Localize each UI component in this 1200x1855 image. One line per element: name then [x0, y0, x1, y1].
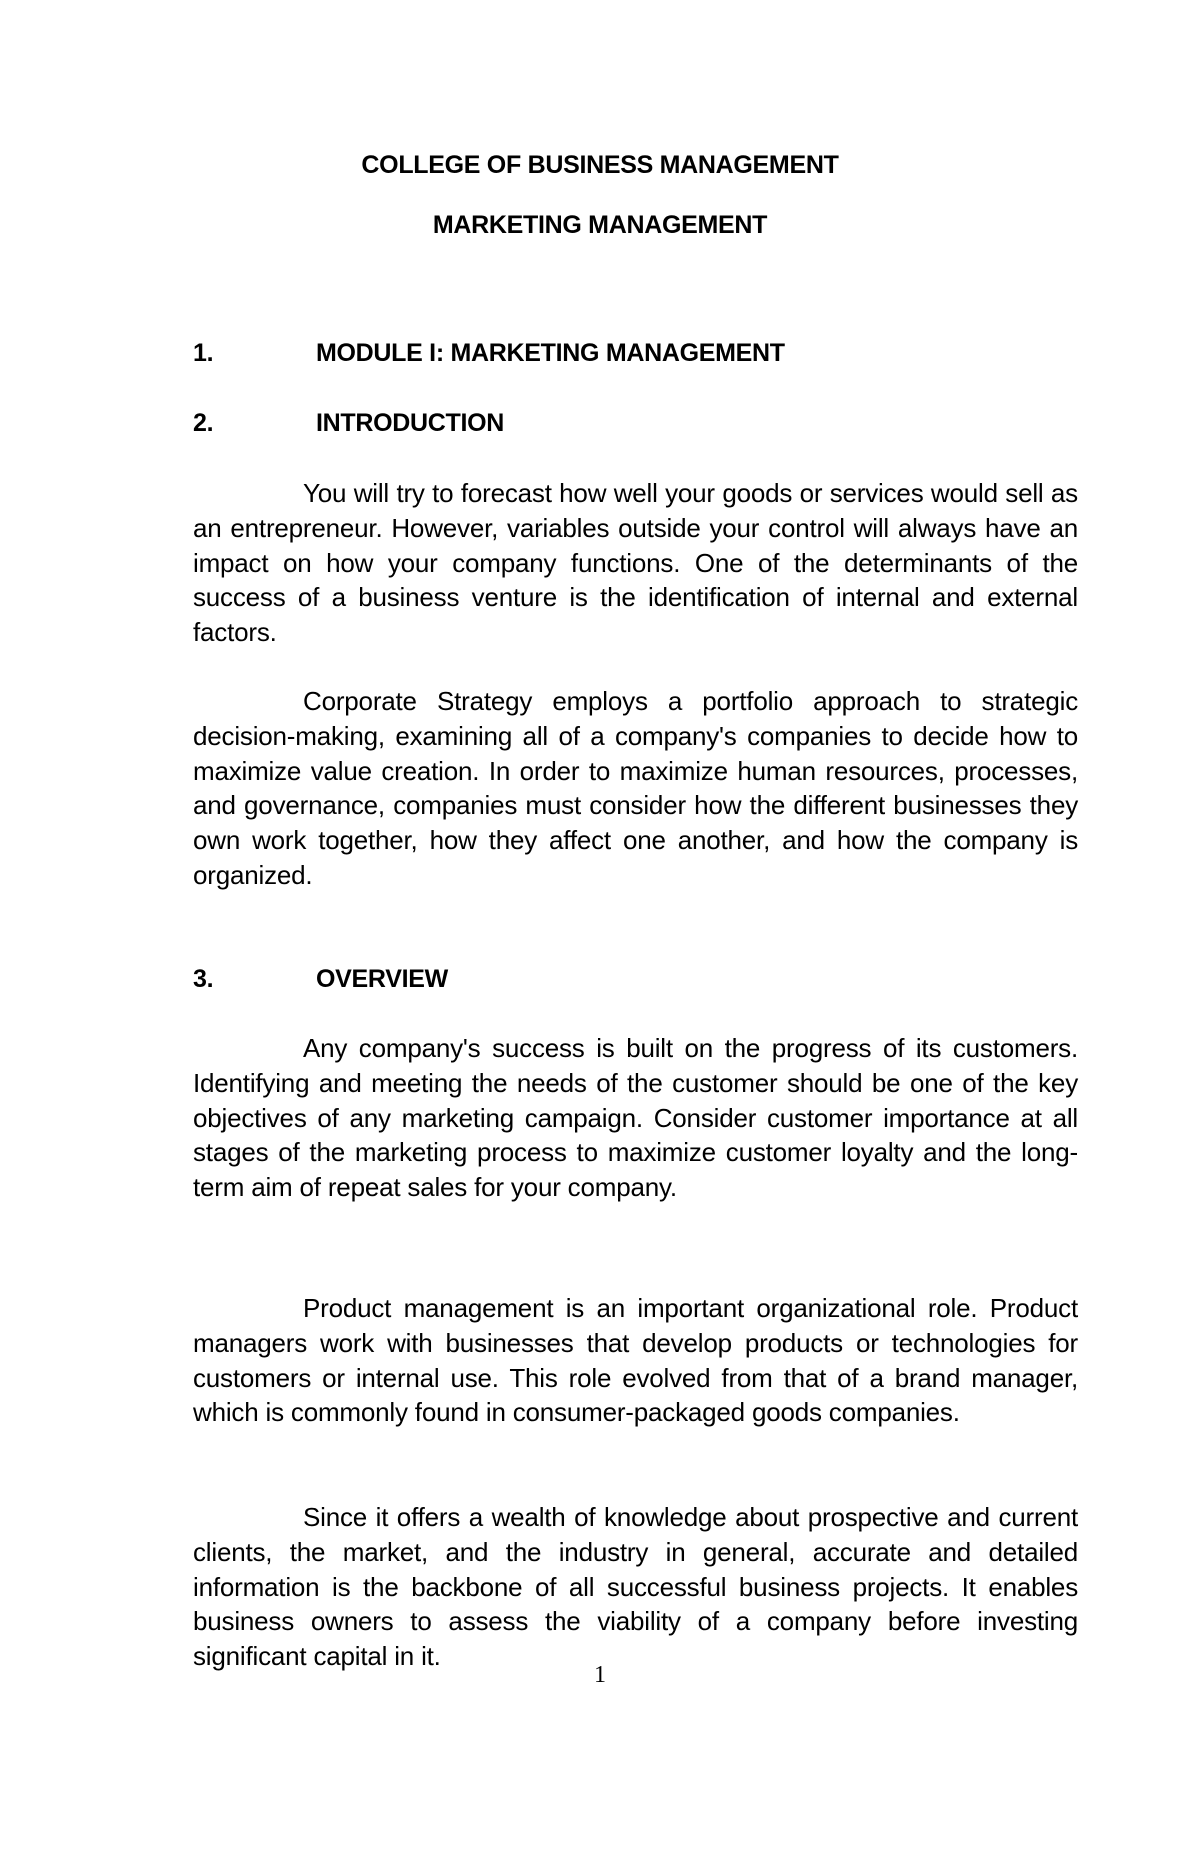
- overview-paragraph-2: Product management is an important organizational role. Product managers work with businesses that develop products or technologies for customers or internal use. This role evolved from that of a brand manager, which is commonly found in consumer-packaged goods companies.: [193, 1293, 1078, 1428]
- section-title: MODULE I: MARKETING MANAGEMENT: [316, 339, 785, 367]
- introduction-paragraph-1: You will try to forecast how well your goods or services would sell as an entrepreneur. However, variables outside your control will always have an impact on how your company functions. One of the determinants of the success of a business venture is the identification of internal and external factors.: [193, 478, 1078, 648]
- overview-paragraph-1: Any company's success is built on the progress of its customers. Identifying and meeting the needs of the customer should be one of the key objectives of any marketing campaign. Consider customer importance at all stages of the marketing process to maximize customer loyalty and the long-term aim of repeat sales for your company.: [193, 1033, 1078, 1203]
- section-number: 2.: [193, 409, 214, 437]
- section-heading-overview: [193, 964, 448, 994]
- introduction-paragraph-2: Corporate Strategy employs a portfolio approach to strategic decision-making, examining all of a company's companies to decide how to maximize value creation. In order to maximize human resources, processes, and governance, companies must consider how the different businesses they own work together, how they affect one another, and how the company is organized.: [193, 686, 1078, 890]
- section-number: 3.: [193, 965, 214, 993]
- overview-paragraph-3: Since it offers a wealth of knowledge about prospective and current clients, the market, and the industry in general, accurate and detailed information is the backbone of all successful business projects. It enables business owners to assess the viability of a company before investing significant capital in it.: [193, 1502, 1078, 1672]
- college-title: COLLEGE OF BUSINESS MANAGEMENT: [361, 151, 839, 179]
- page-number: 1: [594, 1662, 606, 1688]
- course-title: MARKETING MANAGEMENT: [432, 211, 768, 239]
- section-title: INTRODUCTION: [316, 409, 505, 437]
- section-heading-module: [193, 338, 785, 368]
- section-heading-introduction: [193, 408, 504, 438]
- section-number: 1.: [193, 339, 214, 367]
- section-title: OVERVIEW: [316, 965, 448, 993]
